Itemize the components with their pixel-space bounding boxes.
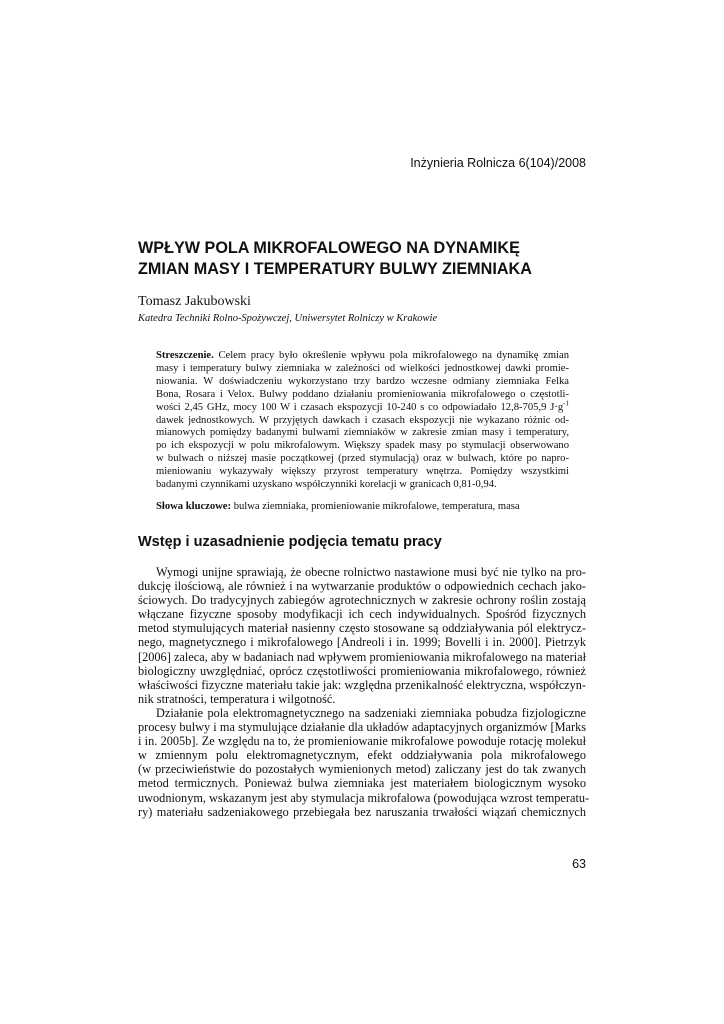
abstract-line: niowania. W doświadczeniu wykorzystano trzy bardzo wczesne odmiany ziemniaka Felka xyxy=(156,375,569,387)
body-line: [2006] zaleca, aby w badaniach nad wpływem promieniowania mikrofalowego na materiał xyxy=(138,649,586,664)
abstract-line: po ich ekspozycji w polu mikrofalowym. Większy spadek masy po stymulacji obserwowano xyxy=(156,440,569,452)
author-name: Tomasz Jakubowski xyxy=(138,294,251,309)
body-line: nego, magnetycznego i mikrofalowego [Andreoli i in. 1999; Bovelli i in. 2000]. Pietrzyk xyxy=(138,635,586,650)
abstract-label: Streszczenie. xyxy=(156,350,214,361)
abstract-line: mianowych pomiędzy badanymi bulwami ziemniaków w zakresie zmian masy i temperatury, xyxy=(156,427,569,439)
abstract-line: Streszczenie. Celem pracy było określenie wpływu pola mikrofalowego na dynamikę zmian xyxy=(156,350,569,361)
body-line: i in. 2005b]. Ze względu na to, że promieniowanie mikrofalowe powoduje rotację molekuł xyxy=(138,734,586,749)
abstract-line: masy i temperatury bulwy ziemniaka w zależności od wielkości jednostkowej dawki promie- xyxy=(156,362,569,374)
body-line: właściwości fizyczne materiału takie jak: względna przenikalność elektryczna, współczyn- xyxy=(138,677,586,692)
abstract xyxy=(156,350,569,492)
body-line: metod termicznych. Ponieważ bulwa ziemniaka jest materiałem biologicznym wysoko xyxy=(138,776,586,791)
keywords-label: Słowa kluczowe: xyxy=(156,501,232,512)
abstract-line: w bulwach o niższej masie początkowej (przed stymulacją) oraz w bulwach, które po napro- xyxy=(156,453,569,465)
abstract-line: dawek jednostkowych. W przyjętych dawkach i czasach ekspozycji nie wykazano różnic od- xyxy=(156,414,569,426)
abstract-line: wości 2,45 GHz, mocy 100 W i czasach ekspozycji 10-240 s co odpowiadało 12,8-705,9 $J\cdot g^{-1}$ xyxy=(156,399,569,413)
body-line: dukcję ilościową, ale również i na wytwarzanie produktów o odpowiednich cechach jako- xyxy=(138,579,586,594)
body-line: uwodnionym, wskazanym jest aby stymulacja mikrofalowa (powodująca wzrost temperatu- xyxy=(138,790,590,805)
title-line-2: ZMIAN MASY I TEMPERATURY BULWY ZIEMNIAKA xyxy=(138,260,532,278)
abstract-line: Bona, Rosara i Velox. Bulwy poddano działaniu promieniowania mikrofalowego o częstotli- xyxy=(156,388,569,400)
page-number: 63 xyxy=(572,857,586,871)
body-line: nik stratności, temperatura i wilgotność. xyxy=(138,691,336,706)
body-line: (w przeciwieństwie do pozostałych wymienionych metod) zaliczany jest do tak zwanych xyxy=(138,762,586,777)
body-text xyxy=(138,565,590,819)
body-line: Działanie pola elektromagnetycznego na sadzeniaki ziemniaka pobudza fizjologiczne xyxy=(156,705,586,720)
body-line: ściowych. Do tradycyjnych zabiegów agrotechnicznych w zakresie ochrony roślin zostają xyxy=(138,593,586,608)
keywords-text: bulwa ziemniaka, promieniowanie mikrofalowe, temperatura, masa xyxy=(233,501,520,512)
abstract-line: mieniowaniu wykazywały większy przyrost temperatury wnętrza. Pomiędzy wszystkimi xyxy=(156,466,569,478)
body-line: procesy bulwy i ma stymulujące działanie dla układów adaptacyjnych organizmów [Marks xyxy=(138,720,586,735)
section-heading: Wstęp i uzasadnienie podjęcia tematu pracy xyxy=(138,534,442,550)
body-line: ry) materiału sadzeniakowego przebiegała bez naruszania trwałości wiązań chemicznych xyxy=(138,804,586,819)
body-line: metod stymulujących materiał nasienny często stosowane są oddziaływania pól elektrycz- xyxy=(138,621,586,636)
body-line: włączane fizyczne sposoby modyfikacji ich cech indywidualnych. Spośród fizycznych xyxy=(138,607,586,622)
journal-header: Inżynieria Rolnicza 6(104)/2008 xyxy=(410,156,586,170)
unit-superscript: -1 xyxy=(563,399,569,408)
title-line-1: WPŁYW POLA MIKROFALOWEGO NA DYNAMIKĘ xyxy=(138,239,520,257)
article-title xyxy=(138,238,598,280)
author-affiliation: Katedra Techniki Rolno-Spożywczej, Uniwersytet Rolniczy w Krakowie xyxy=(138,313,438,324)
body-line: Wymogi unijne sprawiają, że obecne rolnictwo nastawione musi być nie tylko na pro- xyxy=(156,565,586,579)
body-line: biologiczny uwzględniać, oprócz częstotliwości promieniowania mikrofalowego, również xyxy=(138,663,586,678)
abstract-line: badanymi czynnikami uzyskano współczynniki korelacji w granicach 0,81-0,94. xyxy=(156,479,497,491)
keywords xyxy=(156,500,569,513)
body-line: w zmiennym polu elektromagnetycznym, efekt oddziaływania pola mikrofalowego xyxy=(138,748,586,763)
